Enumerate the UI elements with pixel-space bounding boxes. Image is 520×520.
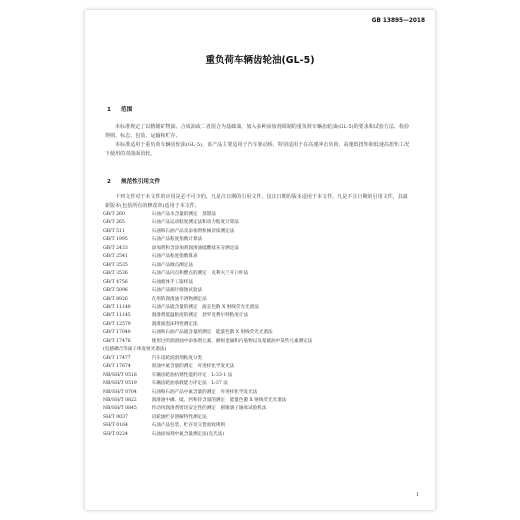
- reference-title: 车辆齿轮油抗锈性能的评定 L-33-1 法: [151, 372, 233, 378]
- reference-item: [103, 380, 418, 388]
- reference-item: [103, 397, 418, 405]
- reference-title: 传动用润滑剂剪切安定性的测定 圆锥滚子轴承试验机法: [151, 406, 267, 412]
- reference-item: [103, 338, 418, 346]
- reference-code: GB/T 511: [103, 228, 125, 234]
- reference-list: [103, 211, 418, 439]
- reference-code: NB/SH/T 0704: [103, 389, 137, 395]
- reference-title: 石油产品粘度指数算表: [151, 254, 198, 260]
- reference-title: 石油产品铜片腐蚀试验法: [151, 288, 203, 294]
- reference-code: GB/T 11140: [103, 304, 131, 310]
- scope-paragraph-1: 本标准规定了以精制矿物油、合成油或二者混合为基础油，加入多种添加剂调制的重负荷车辆齿轮油(GL-5)的要求和试验方法、检验规则、标志、包装、运输和贮存。: [105, 124, 410, 139]
- document-title: 重负荷车辆齿轮油(GL-5): [205, 55, 315, 66]
- scope-paragraph-2: 本标准适用于重负荷车辆齿轮油(GL-5)，该产品主要适用于汽车驱动桥，特别适用于在高速冲击负荷、高速低扭矩和低速高扭矩工况下使用的双曲面齿轮。: [105, 142, 410, 157]
- reference-code: NB/SH/T 0519: [103, 381, 137, 387]
- reference-item: [103, 270, 418, 278]
- reference-title: (电感耦合等离子体发射光谱法): [103, 347, 167, 353]
- reference-code: GB/T 12579: [103, 321, 131, 327]
- reference-code: GB/T 2433: [103, 245, 128, 251]
- reference-item: [103, 245, 418, 253]
- reference-item: [103, 211, 418, 219]
- reference-code: NB/SH/T 0822: [103, 397, 137, 403]
- reference-code: GB/T 8926: [103, 296, 128, 302]
- reference-item: [103, 279, 418, 287]
- reference-title: 石油产品运动粘度测定法和动力粘度计算法: [151, 220, 239, 226]
- reference-item: [103, 253, 418, 261]
- section-2-intro: [105, 193, 410, 211]
- reference-code: GB/T 260: [103, 212, 125, 217]
- reference-title: 石油产品水含量的测定 蒸馏法: [151, 212, 216, 217]
- reference-code: GB/T 4756: [103, 279, 128, 285]
- reference-code: NB/SH/T 0845: [103, 406, 137, 412]
- reference-item: [103, 414, 418, 422]
- reference-code: GB/T 265: [103, 220, 125, 226]
- reference-item: [103, 372, 418, 380]
- reference-title: 石油产品包装、贮存及交货验收规则: [151, 423, 226, 429]
- reference-title: 石油产品粘度指数计算法: [151, 237, 203, 243]
- reference-item: [103, 321, 418, 329]
- reference-code: GB/T 3536: [103, 271, 128, 277]
- reference-item: [103, 355, 418, 363]
- reference-item: [103, 228, 418, 236]
- normative-references-intro: 下列文件对于本文件的应用是必不可少的。凡是注日期的引用文件，仅注日期的版本适用于本文件。凡是不注日期的引用文件，其最新版本(包括所有的修改单)适用于本文件。: [105, 194, 408, 209]
- section-1-body: [105, 123, 410, 159]
- reference-item: [103, 422, 418, 430]
- reference-code: GB/T 17040: [103, 330, 131, 336]
- reference-title: 添加剂和含添加剂润滑油硫酸盐灰分测定法: [151, 245, 239, 251]
- reference-code: GB/T 1995: [103, 237, 128, 243]
- reference-code: GB/T 11145: [103, 313, 131, 319]
- reference-title: 车辆齿轮油承载能力评定法 L-37 法: [151, 381, 228, 387]
- reference-item: [103, 329, 418, 337]
- reference-title: 石油和石油产品及添加剂机械杂质测定法: [151, 228, 235, 234]
- reference-item: [103, 262, 418, 270]
- section-1-heading: [107, 105, 132, 113]
- reference-title: 石油和石油产品硫含量的测定 能量色散 X 射线荧光光谱法: [151, 330, 273, 336]
- reference-title: 石油产品倾点测定法: [151, 262, 193, 268]
- reference-title: 原油中氮含量的测定 舟进样化学发光法: [151, 364, 235, 370]
- reference-title: 润滑剂低温粘度的测定 勃罗克费尔特粘度计法: [151, 313, 249, 319]
- reference-item: [103, 431, 418, 439]
- reference-item: [103, 346, 418, 354]
- section-2-number: 2: [107, 179, 111, 185]
- section-1-title: 范围: [121, 107, 133, 113]
- reference-title: 使用过的润滑油中添加剂元素、磨损金属和污染物以及基础油中某些元素测定法: [151, 338, 313, 344]
- section-2-heading: [107, 177, 160, 185]
- reference-item: [103, 219, 418, 227]
- reference-code: GB/T 5096: [103, 288, 128, 294]
- reference-title: 石油和石油产品中氮含量的测定 舟进样化学发光法: [151, 389, 258, 395]
- reference-title: 润滑油泡沫特性测定法: [151, 321, 198, 327]
- reference-code: SH/T 0164: [103, 423, 128, 429]
- reference-title: 在用的润滑油不溶物测定法: [151, 296, 207, 302]
- reference-title: 齿轮油贮存溶解特性测定法: [151, 414, 207, 420]
- reference-item: [103, 363, 418, 371]
- reference-item: [103, 312, 418, 320]
- section-2-title: 规范性引用文件: [121, 179, 161, 185]
- reference-code: GB/T 17476: [103, 338, 131, 344]
- reference-title: 石油液体手工取样法: [151, 279, 193, 285]
- section-1-number: 1: [107, 107, 111, 113]
- reference-code: SH/T 0224: [103, 431, 128, 437]
- reference-item: [103, 296, 418, 304]
- reference-code: SH/T 0037: [103, 414, 128, 420]
- reference-code: NB/SH/T 0518: [103, 372, 137, 378]
- reference-code: GB/T 17674: [103, 364, 131, 370]
- reference-title: 石油添加剂中氮含量测定法(克氏法): [151, 431, 225, 437]
- reference-item: [103, 236, 418, 244]
- page-number: 1: [415, 492, 419, 498]
- reference-title: 润滑油中磷、硫、钙和锌含量的测定 能量色散 X 射线荧光光谱法: [151, 397, 287, 403]
- standard-number: GB 13895—2018: [371, 18, 425, 24]
- reference-item: [103, 389, 418, 397]
- reference-title: 石油产品硫含量的测定 波长色散 X 射线荧光光谱法: [151, 304, 259, 310]
- reference-item: [103, 304, 418, 312]
- reference-item: [103, 405, 418, 413]
- document-page: [85, 10, 435, 510]
- reference-title: 汽车齿轮润滑剂粘度分类: [151, 355, 203, 361]
- reference-code: GB/T 3535: [103, 262, 128, 268]
- reference-item: [103, 287, 418, 295]
- reference-code: GB/T 2541: [103, 254, 128, 260]
- reference-code: GB/T 17477: [103, 355, 131, 361]
- reference-title: 石油产品闪点和燃点的测定 克利夫兰开口杯法: [151, 271, 249, 277]
